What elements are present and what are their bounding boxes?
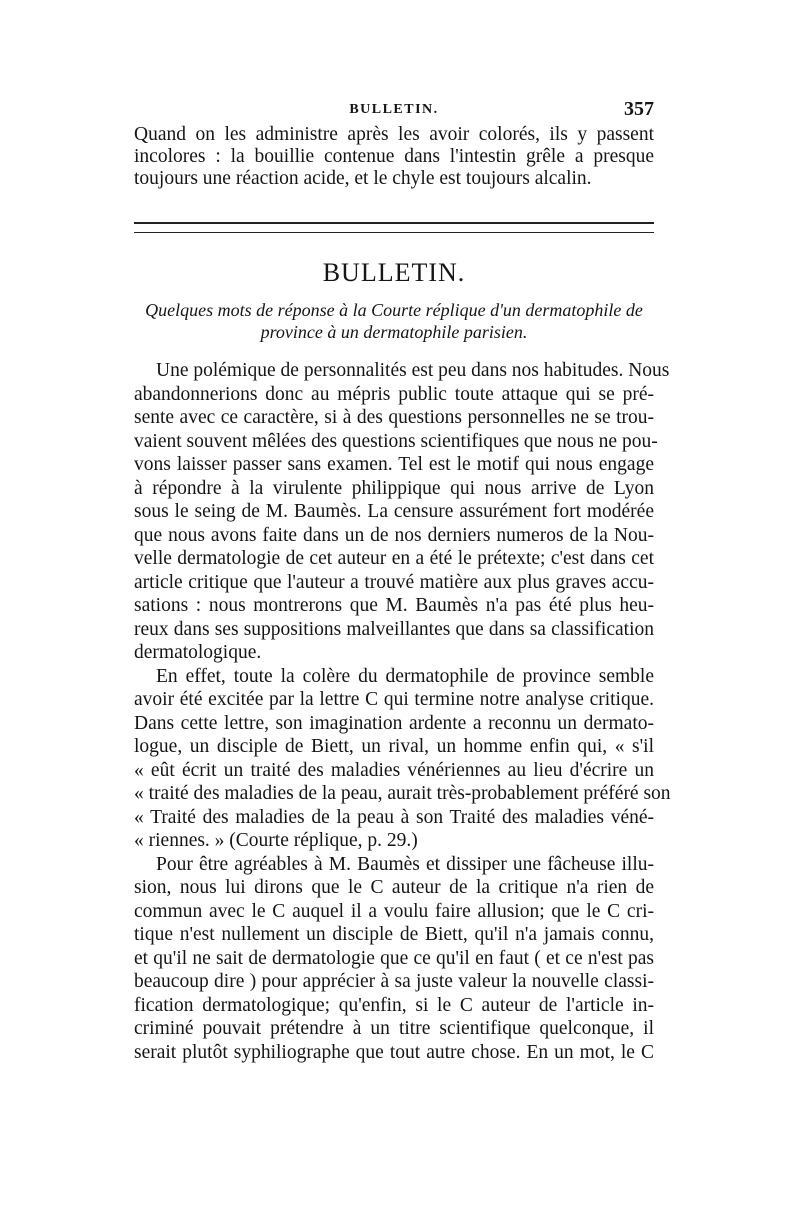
running-head	[134, 98, 654, 124]
text-line: beaucoup dire ) pour apprécier à sa juste valeur la nouvelle classi-	[134, 971, 654, 992]
text-line: sente avec ce caractère, si à des questions personnelles ne se trou-	[134, 407, 654, 428]
text-line: sous le seing de M. Baumès. La censure assurément fort modérée	[134, 501, 654, 522]
article-body	[134, 359, 671, 1064]
text-line: criminé pouvait prétendre à un titre scientifique quelconque, il	[134, 1018, 654, 1039]
text-line: que nous avons faite dans un de nos derniers numeros de la Nou-	[134, 524, 654, 546]
double-rule-divider	[134, 222, 654, 233]
text-line: « traité des maladies de la peau, aurait très-probablement préféré son	[134, 783, 671, 804]
section-subtitle	[134, 299, 654, 343]
subtitle-line: province à un dermatophile parisien.	[260, 322, 528, 342]
text-line: « riennes. » (Courte réplique, p. 29.)	[134, 830, 418, 851]
text-line: fication dermatologique; qu'enfin, si le C auteur de l'article in-	[134, 994, 654, 1016]
text-line: « Traité des maladies de la peau à son Traité des maladies véné-	[134, 806, 654, 828]
text-line: « eût écrit un traité des maladies vénériennes au lieu d'écrire un	[134, 759, 654, 781]
text-line: tique n'est nullement un disciple de Biett, qu'il n'a jamais connu,	[134, 924, 654, 945]
text-line: article critique que l'auteur a trouvé matière aux plus graves accu-	[134, 571, 654, 593]
text-line: sion, nous lui dirons que le C auteur de la critique n'a rien de	[134, 877, 654, 898]
text-line: serait plutôt syphiliographe que tout autre chose. En un mot, le C	[134, 1041, 654, 1063]
section-title: BULLETIN.	[322, 258, 466, 287]
text-line: à répondre à la virulente philippique qui nous arrive de Lyon	[134, 477, 654, 499]
text-line: commun avec le C auquel il a voulu faire allusion; que le C cri-	[134, 900, 654, 922]
text-line: Une polémique de personnalités est peu dans nos habitudes. Nous	[156, 360, 670, 381]
text-line: En effet, toute la colère du dermatophile de province semble	[156, 665, 654, 687]
running-head-title: BULLETIN.	[349, 102, 439, 117]
text-line: sations : nous montrerons que M. Baumès n'a pas été plus heu-	[134, 595, 654, 616]
text-line: logue, un disciple de Biett, un rival, un homme enfin qui, « s'il	[134, 736, 654, 757]
text-line: avoir été excitée par la lettre C qui termine notre analyse critique.	[134, 689, 654, 710]
book-page	[134, 98, 671, 1064]
text-line: abandonnerions donc au mépris public toute attaque qui se pré-	[134, 383, 654, 405]
text-line: reux dans ses suppositions malveillantes que dans sa classification	[134, 618, 654, 640]
carry-over-paragraph: Quand on les administre après les avoir colorés, ils y passent incolores : la bouillie contenue dans l'intestin grêle a presque toujours une réaction acide, et le chyle est toujours alcalin.	[134, 124, 654, 189]
page-number: 357	[624, 98, 654, 120]
text-line: velle dermatologie de cet auteur en a été le prétexte; c'est dans cet	[134, 548, 654, 569]
text-line: Pour être agréables à M. Baumès et dissiper une fâcheuse illu-	[156, 853, 654, 875]
text-line: vaient souvent mêlées des questions scientifiques que nous ne pou-	[134, 430, 658, 452]
text-line: vons laisser passer sans examen. Tel est le motif qui nous engage	[134, 454, 654, 475]
text-line: Dans cette lettre, son imagination ardente a reconnu un dermato-	[134, 712, 654, 734]
text-line: et qu'il ne sait de dermatologie que ce qu'il en faut ( et ce n'est pas	[134, 947, 654, 969]
subtitle-line: Quelques mots de réponse à la Courte réplique d'un dermatophile de	[145, 300, 643, 320]
text-line: dermatologique.	[134, 642, 262, 663]
